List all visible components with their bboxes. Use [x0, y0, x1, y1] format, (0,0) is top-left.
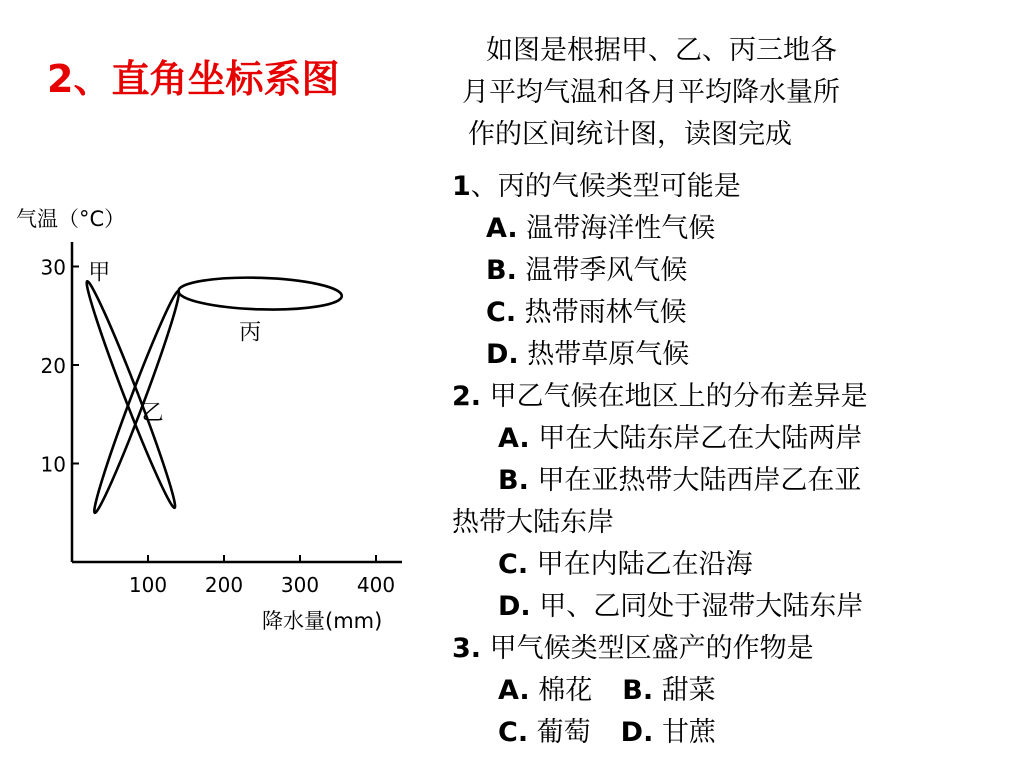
series-3-range: [178, 275, 342, 311]
y-tick-label: 10: [40, 452, 66, 477]
climate-range-chart: [0, 180, 440, 650]
question-2-stem: 2. 甲乙气候在地区上的分布差异是: [452, 381, 868, 412]
series-2-range: [88, 289, 184, 515]
series-3-label: 丙: [239, 320, 262, 346]
question-3-option-d[interactable]: D. 甘蔗: [620, 717, 716, 748]
series-1-label: 甲: [88, 260, 111, 286]
question-2-option-b-continued: 热带大陆东岸: [452, 507, 614, 538]
question-1-option-b[interactable]: B. 温带季风气候: [486, 255, 688, 286]
series-2-label: 乙: [141, 400, 164, 426]
question-3-options-row-1: [452, 670, 1012, 712]
intro-text: [462, 30, 962, 156]
y-tick-label: 20: [40, 354, 66, 378]
x-axis-label: 降水量(mm): [262, 609, 383, 633]
intro-line: 如图是根据甲、乙、丙三地各: [486, 35, 837, 66]
question-1-option-d[interactable]: D. 热带草原气候: [486, 339, 690, 370]
x-tick-label: 200: [204, 573, 244, 597]
x-tick-label: 400: [356, 573, 396, 597]
y-tick-label: 30: [40, 255, 66, 280]
question-3-stem: 3. 甲气候类型区盛产的作物是: [452, 633, 814, 664]
series-marks: [81, 260, 342, 515]
question-1-stem: 1、丙的气候类型可能是: [452, 171, 741, 202]
question-3-option-a[interactable]: A. 棉花: [498, 675, 593, 706]
question-1-option-a[interactable]: A. 温带海洋性气候: [486, 213, 716, 244]
question-1-option-c[interactable]: C. 热带雨林气候: [486, 297, 687, 328]
question-3-options-row-2: [452, 712, 1012, 754]
question-3-option-b[interactable]: B. 甜菜: [622, 675, 716, 706]
intro-line: 作的区间统计图，读图完成: [468, 119, 792, 150]
x-tick-label: 100: [128, 573, 168, 597]
question-2-option-d[interactable]: D. 甲、乙同处于湿带大陆东岸: [498, 591, 864, 622]
question-2-option-a[interactable]: A. 甲在大陆东岸乙在大陆两岸: [498, 423, 863, 454]
intro-line: 月平均气温和各月平均降水量所: [462, 77, 840, 108]
x-tick-label: 300: [280, 573, 320, 597]
question-2-option-c[interactable]: C. 甲在内陆乙在沿海: [498, 549, 753, 580]
question-list: [452, 166, 1012, 754]
question-2-option-b[interactable]: B. 甲在亚热带大陆西岸乙在亚: [498, 465, 862, 496]
y-axis-label: 气温（°C）: [16, 207, 126, 231]
question-3-option-c[interactable]: C. 葡萄: [498, 717, 591, 748]
slide-title: 2、直角坐标系图: [47, 57, 340, 101]
